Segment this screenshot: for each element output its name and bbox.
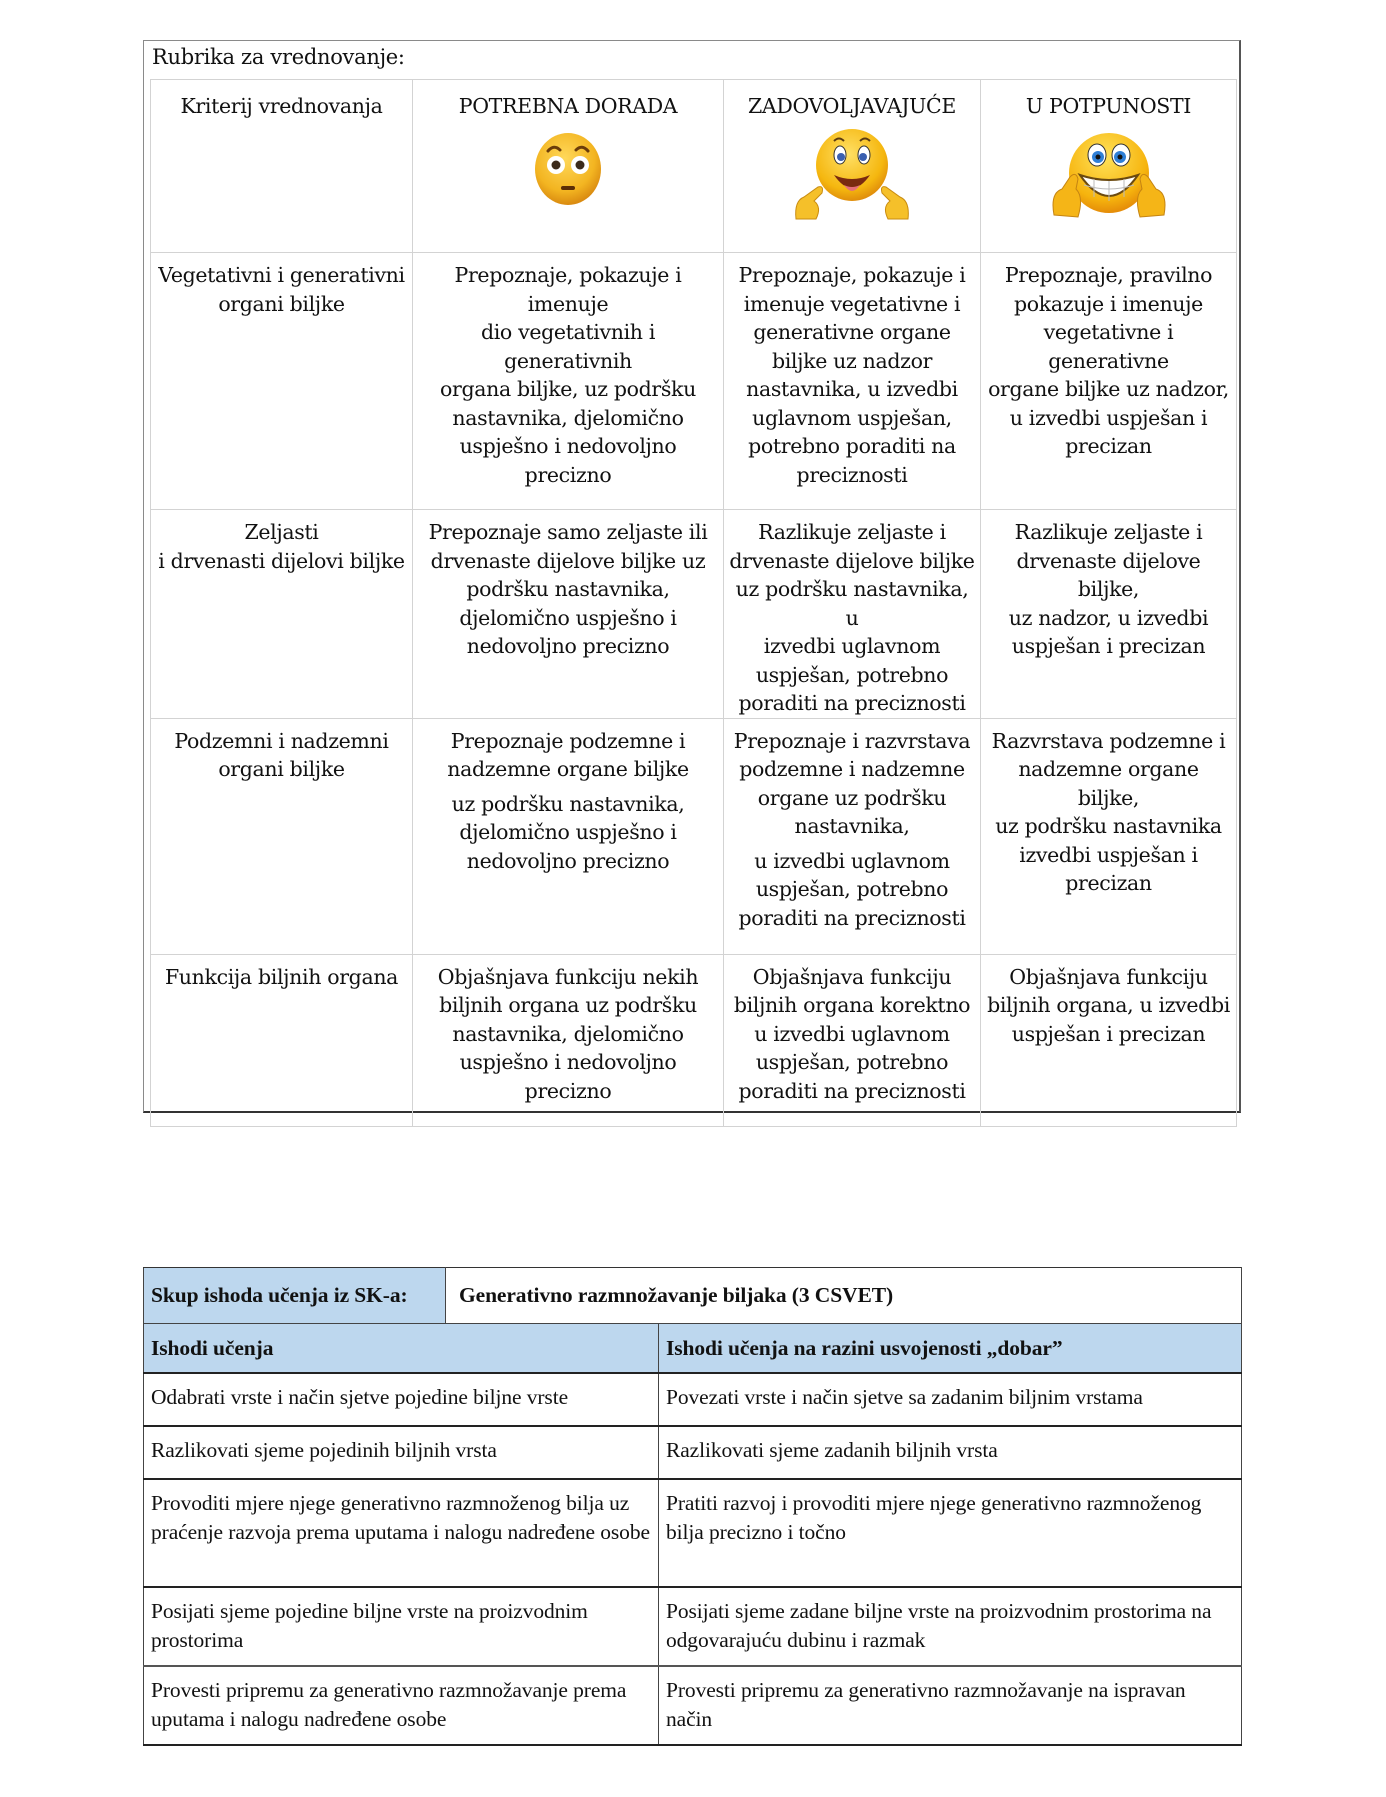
needs-work-cell: Prepoznaje samo zeljaste ili drvenaste dijelove biljke uz podršku nastavnika, djelomično uspješno i nedovoljno precizno	[413, 510, 724, 719]
header-label: U POTPUNOSTI	[1025, 94, 1192, 118]
outcomes-set-label: Skup ishoda učenja iz SK-a:	[144, 1268, 446, 1324]
rubric-box	[143, 40, 1241, 1113]
outcome-left: Odabrati vrste i način sjetve pojedine biljne vrste	[144, 1373, 659, 1426]
grinning-thumbs-up-emoji-icon	[1050, 127, 1168, 221]
rubric-table	[150, 79, 1237, 1127]
satisfactory-cell: Razlikuje zeljaste i drvenaste dijelove biljke uz podršku nastavnika, u izvedbi uglavnom uspješan, potrebno poraditi na preciznosti	[724, 510, 981, 719]
criterion-cell: Vegetativni i generativni organi biljke	[151, 253, 413, 510]
header-satisfactory	[724, 80, 981, 253]
outcome-row	[144, 1479, 1242, 1587]
outcome-left: Razlikovati sjeme pojedinih biljnih vrsta	[144, 1426, 659, 1479]
header-label: ZADOVOLJAVAJUĆE	[748, 94, 956, 118]
outcome-right: Pratiti razvoj i provoditi mjere njege generativno razmnoženog bilja precizno i točno	[659, 1479, 1242, 1587]
outcomes-set-row	[144, 1268, 1242, 1324]
outcomes-column-header-row	[144, 1324, 1242, 1374]
criterion-cell: Funkcija biljnih organa	[151, 954, 413, 1126]
header-criterion	[151, 80, 413, 253]
rubric-header-row	[151, 80, 1237, 253]
needs-work-cell: Prepoznaje, pokazuje i imenuje dio vegetativnih i generativnih organa biljke, uz podršku nastavnika, djelomično uspješno i nedovoljno precizno	[413, 253, 724, 510]
column-header-outcomes: Ishodi učenja	[144, 1324, 659, 1374]
outcome-right: Povezati vrste i način sjetve sa zadanim biljnim vrstama	[659, 1373, 1242, 1426]
satisfactory-cell: Objašnjava funkciju biljnih organa korektno u izvedbi uglavnom uspješan, potrebno poraditi na preciznosti	[724, 954, 981, 1126]
outcome-row	[144, 1587, 1242, 1666]
happy-pointing-emoji-icon	[782, 123, 922, 227]
outcome-row	[144, 1666, 1242, 1745]
outcome-right: Provesti pripremu za generativno razmnožavanje na ispravan način	[659, 1666, 1242, 1745]
complete-cell: Razlikuje zeljaste i drvenaste dijelove biljke, uz nadzor, u izvedbi uspješan i precizan	[981, 510, 1237, 719]
outcome-left: Provesti pripremu za generativno razmnožavanje prema uputama i nalogu nadređene osobe	[144, 1666, 659, 1745]
criterion-cell: Zeljasti i drvenasti dijelovi biljke	[151, 510, 413, 719]
satisfactory-cell: Prepoznaje, pokazuje i imenuje vegetativne i generativne organe biljke uz nadzor nastavnika, u izvedbi uglavnom uspješan, potrebno poraditi na preciznosti	[724, 253, 981, 510]
needs-work-cell: Objašnjava funkciju nekih biljnih organa uz podršku nastavnika, djelomično uspješno i nedovoljno precizno	[413, 954, 724, 1126]
outcomes-set-value: Generativno razmnožavanje biljaka (3 CSVET)	[446, 1268, 1242, 1324]
rubric-row	[151, 954, 1237, 1126]
learning-outcomes-table	[143, 1267, 1242, 1746]
column-header-good-level: Ishodi učenja na razini usvojenosti „dobar”	[659, 1324, 1242, 1374]
outcome-left: Posijati sjeme pojedine biljne vrste na proizvodnim prostorima	[144, 1587, 659, 1666]
flushed-face-emoji-icon	[532, 131, 604, 207]
header-needs-work	[413, 80, 724, 253]
outcome-right: Razlikovati sjeme zadanih biljnih vrsta	[659, 1426, 1242, 1479]
header-label: POTREBNA DORADA	[458, 94, 678, 118]
outcome-right: Posijati sjeme zadane biljne vrste na proizvodnim prostorima na odgovarajuću dubinu i razmak	[659, 1587, 1242, 1666]
rubric-row	[151, 510, 1237, 719]
rubric-row	[151, 718, 1237, 954]
header-complete	[981, 80, 1237, 253]
criterion-cell: Podzemni i nadzemni organi biljke	[151, 718, 413, 954]
complete-cell: Prepoznaje, pravilno pokazuje i imenuje vegetativne i generativne organe biljke uz nadzor, u izvedbi uspješan i precizan	[981, 253, 1237, 510]
needs-work-cell: Prepoznaje podzemne i nadzemne organe biljke uz podršku nastavnika, djelomično uspješno i nedovoljno precizno	[413, 718, 724, 954]
header-label: Kriterij vrednovanja	[180, 94, 383, 118]
complete-cell: Objašnjava funkciju biljnih organa, u izvedbi uspješan i precizan	[981, 954, 1237, 1126]
outcome-row	[144, 1426, 1242, 1479]
satisfactory-cell: Prepoznaje i razvrstava podzemne i nadzemne organe uz podršku nastavnika, u izvedbi uglavnom uspješan, potrebno poraditi na preciznosti	[724, 718, 981, 954]
outcome-row	[144, 1373, 1242, 1426]
complete-cell: Razvrstava podzemne i nadzemne organe biljke, uz podršku nastavnika izvedbi uspješan i precizan	[981, 718, 1237, 954]
rubric-title: Rubrika za vrednovanje:	[152, 45, 405, 69]
outcome-left: Provoditi mjere njege generativno razmnoženog bilja uz praćenje razvoja prema uputama i nalogu nadređene osobe	[144, 1479, 659, 1587]
rubric-row	[151, 253, 1237, 510]
